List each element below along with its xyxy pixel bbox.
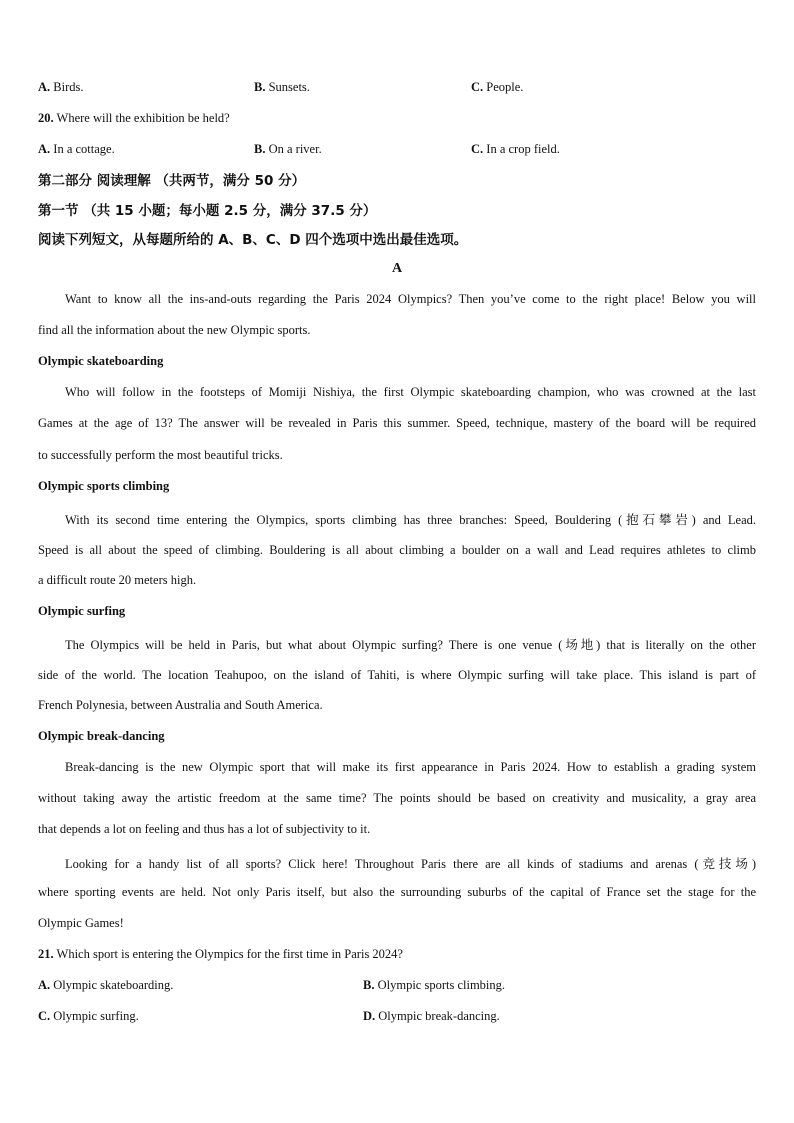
paragraph-line: find all the information about the new Olympic sports.: [38, 323, 311, 337]
subheading-surfing: Olympic surfing: [38, 604, 126, 618]
option-letter: B.: [254, 80, 266, 94]
section-1-heading: 第一节 （共 15 小题；每小题 2.5 分，满分 37.5 分）: [38, 203, 377, 219]
option-c: [38, 1009, 139, 1024]
question-20: [38, 111, 756, 126]
option-b: [254, 80, 310, 95]
option-letter: B.: [254, 142, 266, 156]
option-b: [363, 978, 505, 993]
option-text: Olympic break-dancing.: [375, 1009, 500, 1023]
option-c: [471, 80, 523, 95]
question-21: [38, 947, 756, 962]
paragraph-line: Looking for a handy list of all sports? Click here! Throughout Paris there are all kinds of stadiums and arenas (竞技场): [65, 857, 756, 871]
option-text: Olympic skateboarding.: [50, 978, 174, 992]
paragraph-line: French Polynesia, between Australia and South America.: [38, 698, 323, 712]
option-text: In a crop field.: [483, 142, 560, 156]
question-number: 20.: [38, 111, 54, 125]
option-letter: A.: [38, 80, 51, 94]
option-letter: A.: [38, 142, 51, 156]
option-c: [471, 142, 560, 157]
question-text: Which sport is entering the Olympics for the first time in Paris 2024?: [53, 947, 403, 961]
option-a: [38, 80, 84, 95]
subheading-break-dancing: Olympic break-dancing: [38, 729, 165, 743]
paragraph-line: Olympic Games!: [38, 916, 124, 930]
section-part-2-heading: 第二部分 阅读理解 （共两节，满分 50 分）: [38, 173, 306, 189]
paragraph-line: to successfully perform the most beautiful tricks.: [38, 448, 283, 462]
option-letter: C.: [471, 142, 484, 156]
option-letter: C.: [471, 80, 484, 94]
paragraph-line: side of the world. The location Teahupoo, on the island of Tahiti, is where Olympic surfing will take place. This island is part of: [38, 668, 756, 682]
option-d: [363, 1009, 500, 1024]
passage-letter: A: [391, 261, 403, 276]
option-a: [38, 142, 115, 157]
paragraph-line: With its second time entering the Olympics, sports climbing has three branches: Speed, Bouldering (抱石攀岩) and Lead.: [65, 513, 756, 527]
option-letter: A.: [38, 978, 51, 992]
paragraph-line: Want to know all the ins-and-outs regarding the Paris 2024 Olympics? Then you’ve come to the right place! Below you will: [65, 292, 756, 306]
option-text: Olympic surfing.: [50, 1009, 139, 1023]
option-letter: C.: [38, 1009, 51, 1023]
instructions: 阅读下列短文，从每题所给的 A、B、C、D 四个选项中选出最佳选项。: [38, 232, 468, 248]
paragraph-line: Who will follow in the footsteps of Momiji Nishiya, the first Olympic skateboarding champion, who was crowned at the last: [65, 385, 756, 399]
paragraph-line: without taking away the artistic freedom at the same time? The points should be based on creativity and musicality, a gray area: [38, 791, 756, 805]
option-text: Sunsets.: [265, 80, 310, 94]
option-text: Birds.: [50, 80, 84, 94]
paragraph-line: Speed is all about the speed of climbing. Bouldering is all about climbing a boulder on a wall and Lead requires athletes to climb: [38, 543, 756, 557]
paragraph-line: where sporting events are held. Not only Paris itself, but also the surrounding suburbs of the capital of France set the stage for the: [38, 885, 756, 899]
option-text: On a river.: [265, 142, 322, 156]
option-letter: B.: [363, 978, 375, 992]
paragraph-line: The Olympics will be held in Paris, but what about Olympic surfing? There is one venue (场地) that is literally on the other: [65, 638, 756, 652]
option-b: [254, 142, 322, 157]
option-text: People.: [483, 80, 524, 94]
question-number: 21.: [38, 947, 54, 961]
paragraph-line: that depends a lot on feeling and thus has a lot of subjectivity to it.: [38, 822, 371, 836]
subheading-skateboarding: Olympic skateboarding: [38, 354, 164, 368]
paragraph-line: Break-dancing is the new Olympic sport that will make its first appearance in Paris 2024. How to establish a grading system: [65, 760, 756, 774]
question-text: Where will the exhibition be held?: [53, 111, 230, 125]
option-letter: D.: [363, 1009, 376, 1023]
paragraph-line: a difficult route 20 meters high.: [38, 573, 197, 587]
option-text: In a cottage.: [50, 142, 115, 156]
paragraph-line: Games at the age of 13? The answer will be revealed in Paris this summer. Speed, technique, mastery of the board will be required: [38, 416, 756, 430]
option-a: [38, 978, 173, 993]
option-text: Olympic sports climbing.: [374, 978, 506, 992]
subheading-climbing: Olympic sports climbing: [38, 479, 170, 493]
